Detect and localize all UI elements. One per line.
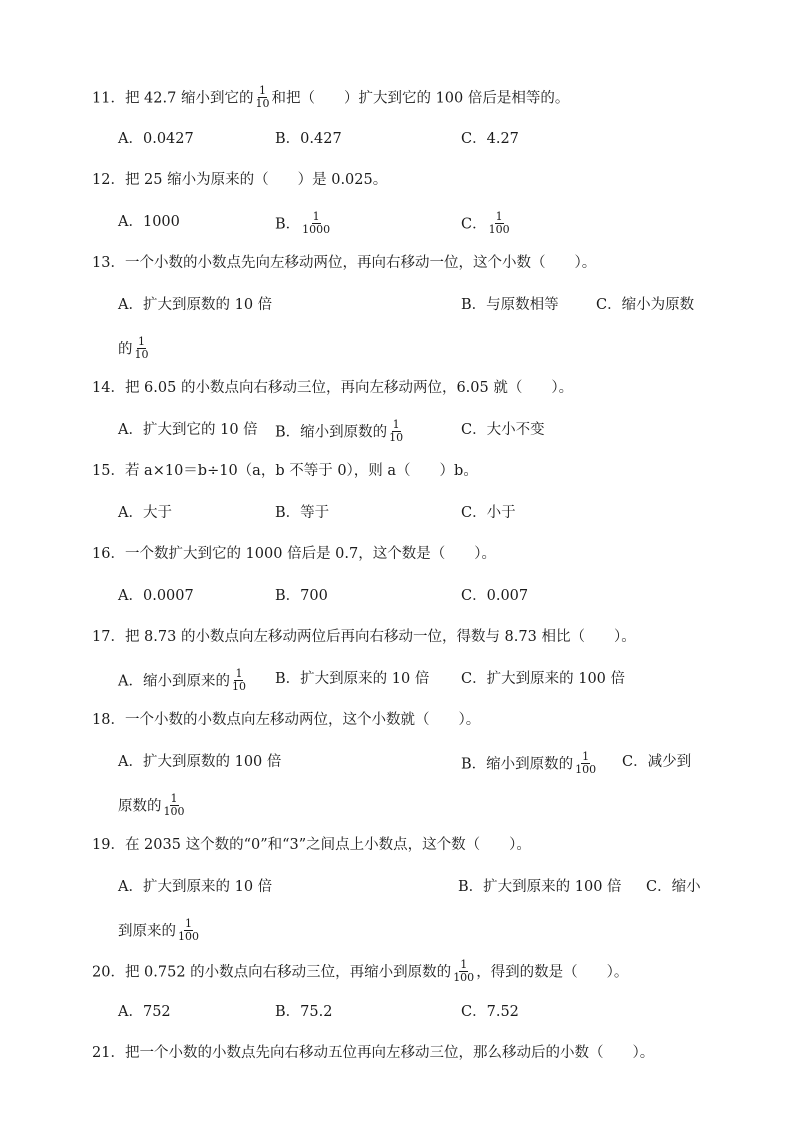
option-c[interactable]: C．缩小为原数 [596, 297, 695, 313]
option-a[interactable]: A．缩小到原来的 $\frac{1}{10}$ [118, 667, 246, 693]
option-a[interactable]: A．0.0427 [118, 131, 194, 147]
fraction: $\frac{1}{1000}$ [302, 210, 331, 236]
question-12-stem: 12．把 25 缩小为原来的（ ）是 0.025。 [92, 172, 388, 188]
fraction: $\frac{1}{10}$ [134, 335, 149, 361]
option-b[interactable]: B．扩大到原来的 100 倍 [458, 879, 622, 895]
question-13-stem: 13．一个小数的小数点先向左移动两位，再向右移动一位，这个小数（ ）。 [92, 255, 597, 271]
option-b[interactable]: B． $\frac{1}{1000}$ [275, 210, 331, 236]
option-b[interactable]: B．0.427 [275, 131, 342, 147]
fraction: $\frac{1}{10}$ [231, 667, 246, 693]
option-b[interactable]: B．缩小到原数的 $\frac{1}{10}$ [275, 418, 404, 444]
question-11-stem: 11．把 42.7 缩小到它的 $\frac{1}{10}$ 和把（ ）扩大到它的 100 倍后是相等的。 [92, 84, 570, 110]
option-a[interactable]: A．扩大到原来的 10 倍 [118, 879, 273, 895]
question-20-stem: 20．把 0.752 的小数点向右移动三位，再缩小到原数的 $\frac{1}{100}$ ，得到的数是（ ）。 [92, 958, 629, 984]
option-c[interactable]: C．7.52 [461, 1004, 519, 1020]
fraction: $\frac{1}{100}$ [163, 792, 185, 818]
question-14-stem: 14．把 6.05 的小数点向右移动三位，再向左移动两位，6.05 就（ ）。 [92, 380, 574, 396]
fraction: $\frac{1}{100}$ [453, 958, 475, 984]
option-c[interactable]: C．大小不变 [461, 422, 545, 438]
option-a[interactable]: A．大于 [118, 505, 172, 521]
option-a[interactable]: A．扩大到它的 10 倍 [118, 422, 258, 438]
option-c[interactable]: C．0.007 [461, 588, 529, 604]
option-b[interactable]: B．缩小到原数的 $\frac{1}{100}$ [461, 750, 597, 776]
question-21-stem: 21．把一个小数的小数点先向右移动五位再向左移动三位，那么移动后的小数（ ）。 [92, 1045, 655, 1061]
option-b[interactable]: B．扩大到原来的 10 倍 [275, 671, 430, 687]
question-15-stem: 15．若 a×10＝b÷10（a，b 不等于 0），则 a（ ）b。 [92, 463, 478, 479]
option-c[interactable]: C．减少到 [622, 754, 692, 770]
fraction: $\frac{1}{10}$ [389, 418, 404, 444]
option-b[interactable]: B．75.2 [275, 1004, 333, 1020]
option-c-continuation: 到原来的 $\frac{1}{100}$ [118, 917, 199, 943]
option-a[interactable]: A．0.0007 [118, 588, 194, 604]
option-b[interactable]: B．等于 [275, 505, 330, 521]
option-c[interactable]: C． $\frac{1}{100}$ [461, 210, 510, 236]
question-16-stem: 16．一个数扩大到它的 1000 倍后是 0.7，这个数是（ ）。 [92, 546, 496, 562]
option-a[interactable]: A．752 [118, 1004, 171, 1020]
option-c[interactable]: C．4.27 [461, 131, 519, 147]
option-c-continuation: 的 $\frac{1}{10}$ [118, 335, 149, 361]
question-17-stem: 17．把 8.73 的小数点向左移动两位后再向右移动一位，得数与 8.73 相比（ ）。 [92, 629, 636, 645]
fraction: $\frac{1}{100}$ [178, 917, 199, 943]
fraction: $\frac{1}{100}$ [575, 750, 597, 776]
option-b[interactable]: B．与原数相等 [461, 297, 559, 313]
fraction: $\frac{1}{100}$ [488, 210, 510, 236]
option-a[interactable]: A．扩大到原数的 10 倍 [118, 297, 273, 313]
option-a[interactable]: A．扩大到原数的 100 倍 [118, 754, 282, 770]
option-c-continuation: 原数的 $\frac{1}{100}$ [118, 792, 185, 818]
question-18-stem: 18．一个小数的小数点向左移动两位，这个小数就（ ）。 [92, 712, 481, 728]
option-c[interactable]: C．小于 [461, 505, 516, 521]
option-b[interactable]: B．700 [275, 588, 328, 604]
option-c[interactable]: C．缩小 [646, 879, 701, 895]
option-a[interactable]: A．1000 [118, 214, 180, 230]
fraction: $\frac{1}{10}$ [255, 84, 270, 110]
question-19-stem: 19．在 2035 这个数的“0”和“3”之间点上小数点，这个数（ ）。 [92, 837, 531, 853]
option-c[interactable]: C．扩大到原来的 100 倍 [461, 671, 626, 687]
